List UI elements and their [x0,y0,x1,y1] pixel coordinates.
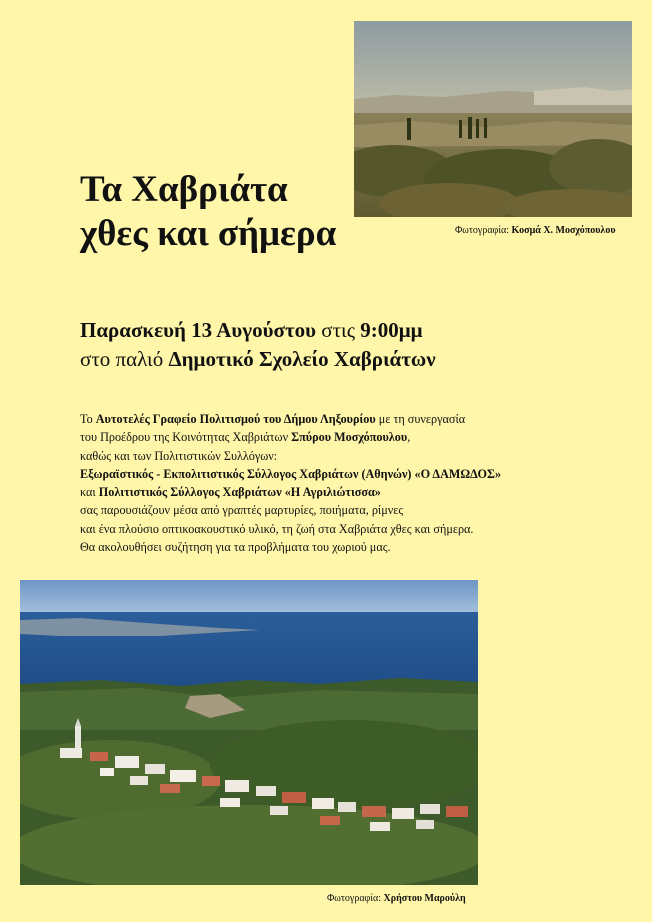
text-span: , [407,430,411,445]
event-details [80,316,436,374]
text-line: Θα ακολουθήσει συζήτηση για τα προβλήματα του χωριού μας. [80,540,391,555]
text-line [80,465,501,483]
text-line [80,428,501,446]
credit-prefix: Φωτογραφία: [327,893,382,904]
event-venue-line [80,345,436,374]
title-line-1: Τα Χαβριάτα [80,169,288,210]
announcement-text [80,410,501,556]
photo-credit-bottom [327,893,466,904]
association-2: Πολιτιστικός Σύλλογος Χαβριάτων «Η Αγριλιώτισσα» [98,485,381,500]
event-day-date: Παρασκευή 13 Αυγούστου [80,318,317,342]
title-line-2: χθες και σήμερα [80,213,337,255]
organizer-name: Αυτοτελές Γραφείο Πολιτισμού του Δήμου Ληξουρίου [95,412,376,426]
text-line: σας παρουσιάζουν μέσα από γραπτές μαρτυρίες, ποιήματα, ρίμνες [80,503,404,518]
vintage-landscape-photo [354,21,632,217]
credit-prefix: Φωτογραφία: [455,225,510,236]
photo-credit-top [455,225,616,236]
text-span: με τη συνεργασία [375,412,466,426]
vintage-landscape-image [354,21,632,217]
event-at: στις [316,318,361,342]
event-time: 9:00μμ [360,318,423,342]
president-name: Σπύρου Μοσχόπουλου [291,430,408,445]
event-venue: Δημοτικό Σχολείο Χαβριάτων [168,346,436,371]
event-date-line [80,316,436,345]
village-sea-image [20,580,478,885]
text-line: καθώς και των Πολιτιστικών Συλλόγων: [80,448,278,463]
event-venue-prefix: στο παλιό [80,346,169,371]
credit-name: Κοσμά Χ. Μοσχόπουλου [511,225,616,236]
association-1: Εξωραϊστικός - Εκπολιτιστικός Σύλλογος Χαβριάτων (Αθηνών) «Ο ΔΑΜΩΔΟΣ» [80,466,502,481]
text-span: Το [80,412,96,426]
village-sea-photo [20,580,478,885]
text-line: και ένα πλούσιο οπτικοακουστικό υλικό, τη ζωή στα Χαβριάτα χθες και σήμερα. [80,521,474,536]
text-span: και [80,485,99,500]
credit-name: Χρήστου Μαρούλη [383,893,466,904]
text-line [80,410,501,428]
page-title [80,168,336,257]
text-line [80,483,501,501]
text-span: του Προέδρου της Κοινότητας Χαβριάτων [80,430,292,445]
